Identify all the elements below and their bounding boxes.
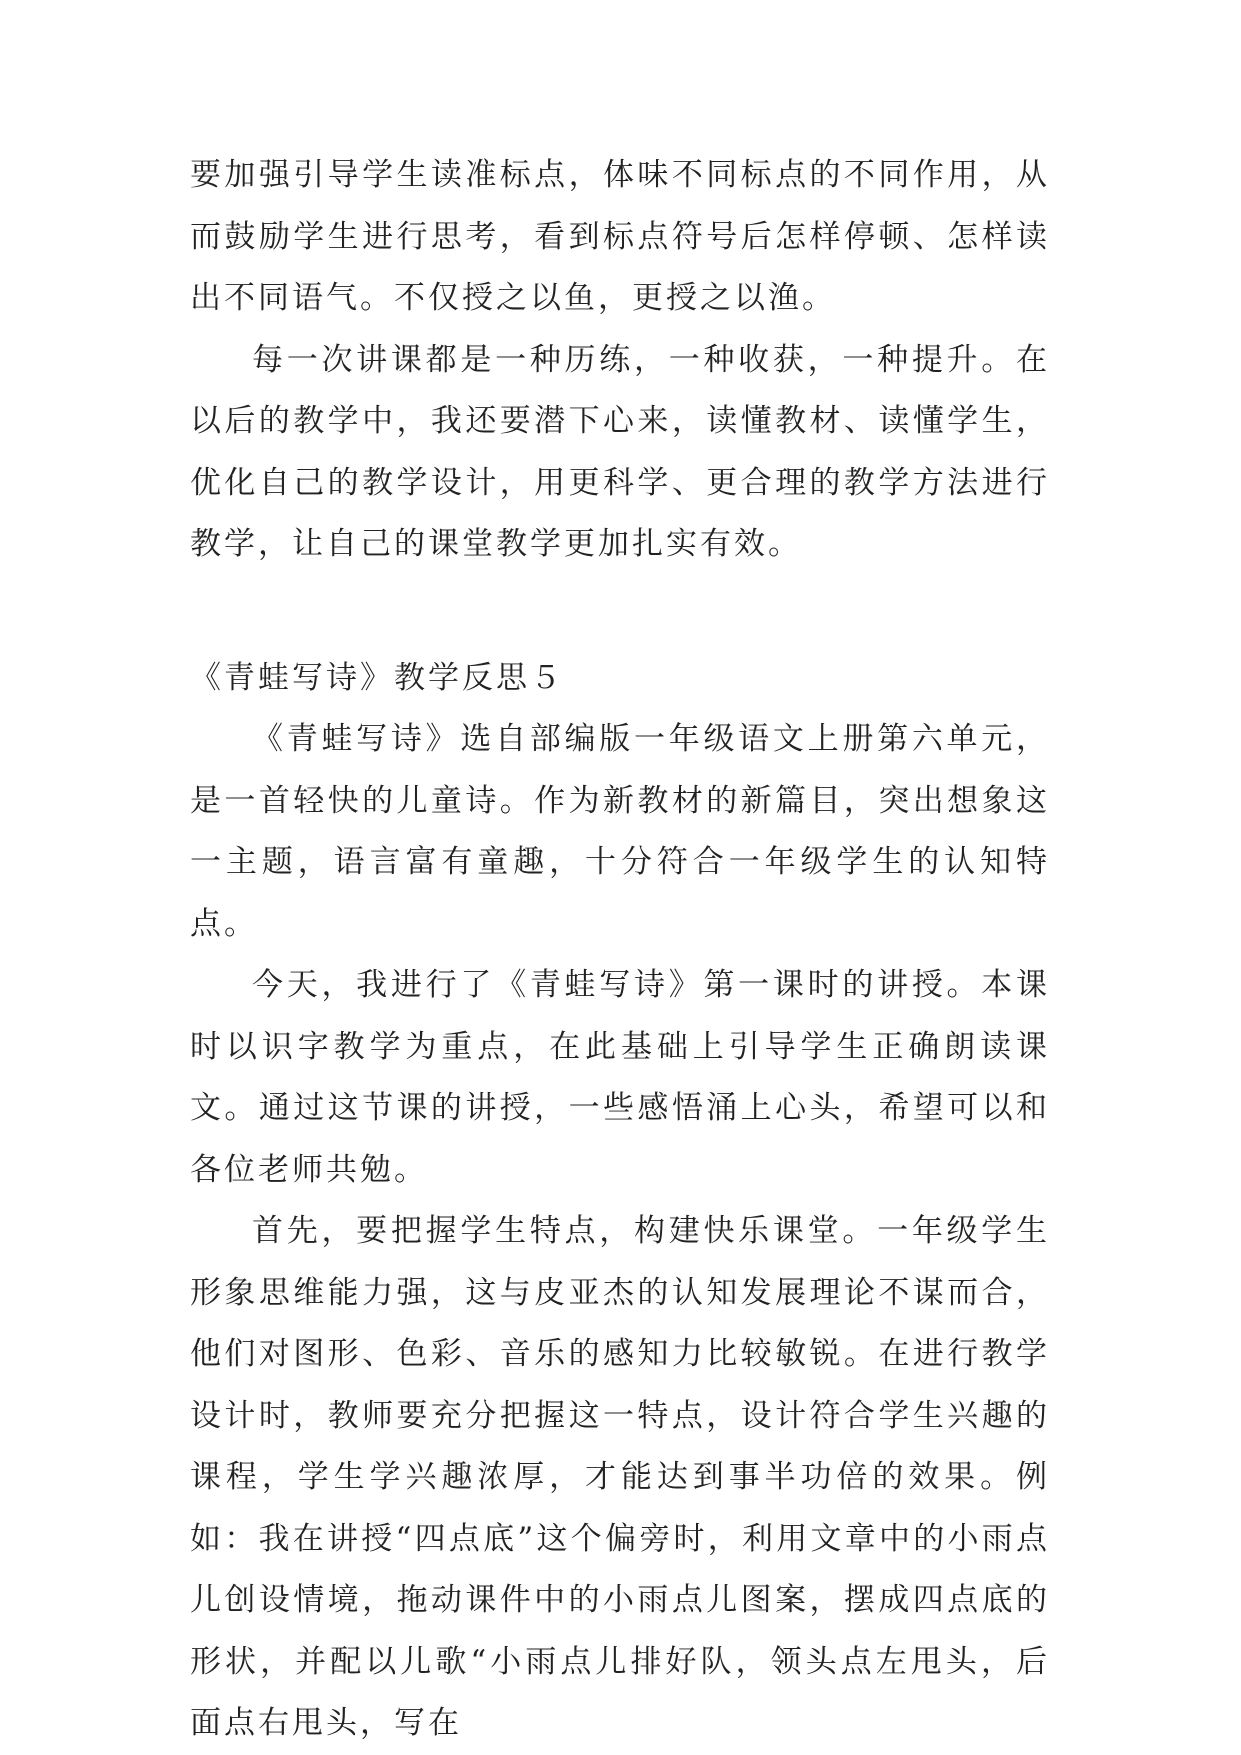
section-title: 《青蛙写诗》教学反思５ [190, 659, 564, 696]
paragraph-5: 首先，要把握学生特点，构建快乐课堂。一年级学生形象思维能力强，这与皮亚杰的认知发展理论不谋而合，他们对图形、色彩、音乐的感知力比较敏锐。在进行教学设计时，教师要充分把握这一特点，设计符合学生兴趣的课程，学生学兴趣浓厚，才能达到事半功倍的效果。例如：我在讲授“四点底”这个偏旁时，利用文章中的小雨点儿创设情境，拖动课件中的小雨点儿图案，摆成四点底的形状，并配以儿歌“小雨点儿排好队，领头点左甩头，后面点右甩头，写在 [190, 1213, 1050, 1741]
paragraph-4: 今天，我进行了《青蛙写诗》第一课时的讲授。本课时以识字教学为重点，在此基础上引导学生正确朗读课文。通过这节课的讲授，一些感悟涌上心头，希望可以和各位老师共勉。 [190, 967, 1050, 1188]
paragraph-3: 《青蛙写诗》选自部编版一年级语文上册第六单元，是一首轻快的儿童诗。作为新教材的新篇目，突出想象这一主题，语言富有童趣，十分符合一年级学生的认知特点。 [190, 721, 1050, 942]
paragraph-1: 要加强引导学生读准标点，体味不同标点的不同作用，从而鼓励学生进行思考，看到标点符号后怎样停顿、怎样读出不同语气。不仅授之以鱼，更授之以渔。 [190, 157, 1050, 316]
document-body [190, 145, 1050, 1755]
paragraph-2: 每一次讲课都是一种历练，一种收获，一种提升。在以后的教学中，我还要潜下心来，读懂教材、读懂学生，优化自己的教学设计，用更科学、更合理的教学方法进行教学，让自己的课堂教学更加扎实有效。 [190, 341, 1050, 562]
